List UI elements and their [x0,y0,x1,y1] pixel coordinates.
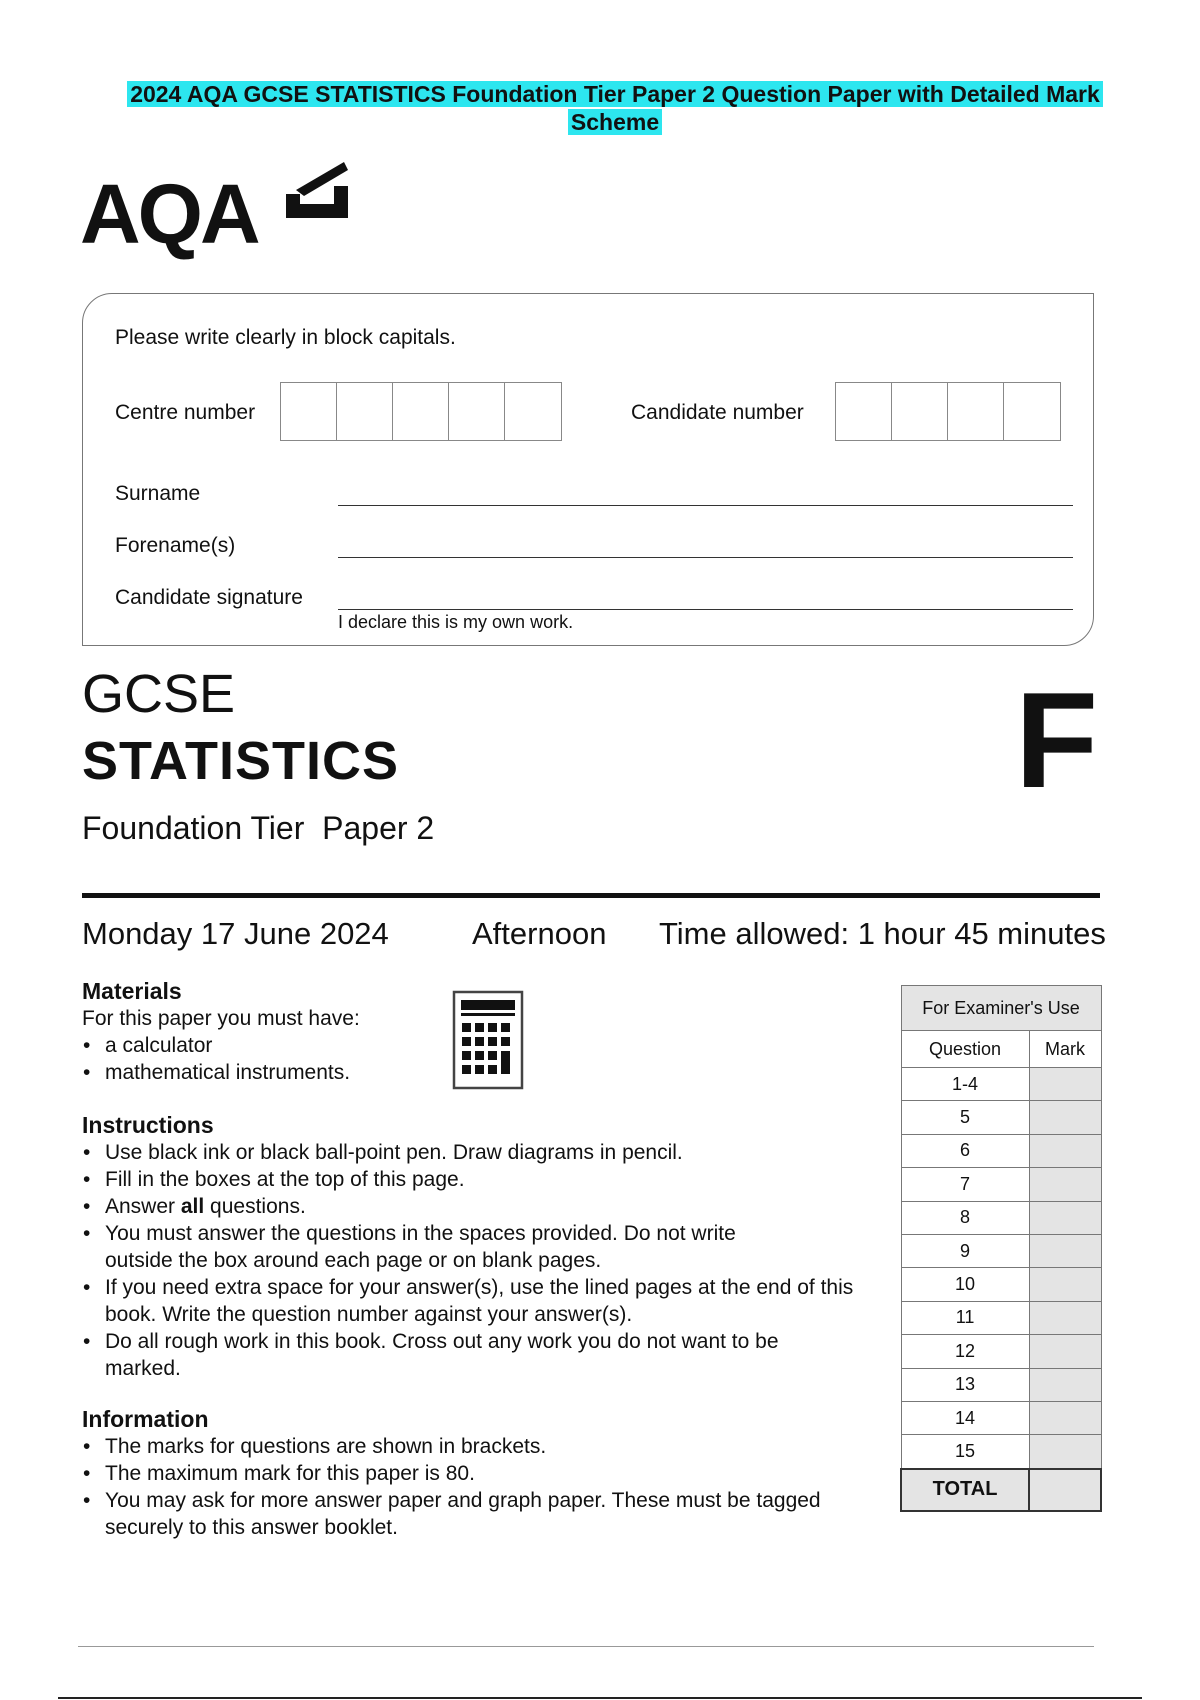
candidate-number-label: Candidate number [631,401,804,424]
examiner-row [901,1401,1101,1434]
centre-number-boxes[interactable] [280,382,562,441]
materials-item: • mathematical instruments. [82,1059,482,1086]
exam-session: Afternoon [472,916,607,951]
qualification-title: GCSE [82,664,236,724]
examiner-row [901,1368,1101,1401]
instruction-item: • Fill in the boxes at the top of this page. [82,1166,872,1193]
mark-cell [1029,1168,1101,1201]
total-label: TOTAL [901,1469,1029,1511]
subject-title: STATISTICS [82,731,399,791]
question-number-cell: 10 [901,1268,1029,1301]
centre-digit-box[interactable] [393,383,449,440]
forenames-field[interactable] [338,557,1073,558]
question-number-cell: 14 [901,1401,1029,1434]
question-number-cell: 6 [901,1134,1029,1167]
examiner-row [901,1335,1101,1368]
instruction-item: • Answer all questions. [82,1193,872,1220]
instruction-item: • Do all rough work in this book. Cross out any work you do not want to be marked. [82,1328,795,1382]
logo-text: AQA [80,167,258,261]
mark-cell [1029,1234,1101,1267]
mark-cell [1029,1134,1101,1167]
question-number-cell: 13 [901,1368,1029,1401]
examiner-row [901,1168,1101,1201]
mark-cell [1029,1335,1101,1368]
exam-date: Monday 17 June 2024 [82,916,389,951]
aqa-logo [80,158,350,261]
materials-heading: Materials [82,978,182,1004]
instruction-item: • If you need extra space for your answer(s), use the lined pages at the end of this book. Write the question number against your answer(s). [82,1274,872,1328]
materials-item: • a calculator [82,1032,482,1059]
divider-rule [82,893,1100,898]
instructions-section [82,1112,872,1382]
surname-label: Surname [115,482,201,505]
mark-cell [1029,1301,1101,1334]
examiner-row [901,1301,1101,1334]
examiners-use-title: For Examiner's Use [901,986,1101,1031]
information-section [82,1406,822,1541]
candidate-number-boxes[interactable] [835,382,1061,441]
footer-rule [78,1646,1094,1647]
centre-digit-box[interactable] [281,383,337,440]
candidate-digit-box[interactable] [836,383,892,440]
total-mark-cell [1029,1469,1101,1511]
mark-cell [1029,1268,1101,1301]
block-capitals-instruction: Please write clearly in block capitals. [115,326,456,349]
mark-cell [1029,1101,1101,1134]
question-number-cell: 9 [901,1234,1029,1267]
centre-digit-box[interactable] [449,383,505,440]
signature-label: Candidate signature [115,586,303,609]
centre-digit-box[interactable] [505,383,561,440]
document-title: 2024 AQA GCSE STATISTICS Foundation Tier Paper 2 Question Paper with Detailed Mark Scheme [90,80,1140,136]
candidate-digit-box[interactable] [1004,383,1060,440]
mark-column-header: Mark [1029,1031,1101,1068]
forenames-label: Forename(s) [115,534,236,557]
candidate-digit-box[interactable] [948,383,1004,440]
examiner-row [901,1435,1101,1469]
page-bottom-rule [58,1697,1142,1699]
instruction-item: • Use black ink or black ball-point pen. Draw diagrams in pencil. [82,1139,872,1166]
question-number-cell: 12 [901,1335,1029,1368]
tier-letter: F [1015,664,1099,816]
instruction-item: • You must answer the questions in the spaces provided. Do not write outside the box around each page or on blank pages. [82,1220,795,1274]
examiner-row [901,1268,1101,1301]
examiner-row [901,1201,1101,1234]
materials-intro: For this paper you must have: [82,1007,360,1030]
centre-number-label: Centre number [115,401,256,424]
instructions-heading: Instructions [82,1112,214,1138]
mark-cell [1029,1401,1101,1434]
examiner-row [901,1234,1101,1267]
calculator-icon [452,990,524,1090]
question-number-cell: 7 [901,1168,1029,1201]
mark-cell [1029,1368,1101,1401]
examiner-row [901,1134,1101,1167]
surname-field[interactable] [338,505,1073,506]
centre-digit-box[interactable] [337,383,393,440]
examiners-use-table [900,985,1102,1512]
mark-cell [1029,1068,1101,1101]
information-heading: Information [82,1406,209,1432]
candidate-details-box [82,293,1094,646]
question-number-cell: 11 [901,1301,1029,1334]
information-item: • The maximum mark for this paper is 80. [82,1460,822,1487]
declaration-text: I declare this is my own work. [338,612,574,632]
question-column-header: Question [901,1031,1029,1068]
information-item: • The marks for questions are shown in brackets. [82,1433,822,1460]
examiner-row [901,1101,1101,1134]
question-number-cell: 8 [901,1201,1029,1234]
time-allowed: Time allowed: 1 hour 45 minutes [659,916,1106,951]
mark-cell [1029,1201,1101,1234]
aqa-tick-icon [282,160,352,222]
materials-section [82,978,482,1086]
signature-field[interactable] [338,609,1073,610]
mark-cell [1029,1435,1101,1469]
candidate-digit-box[interactable] [892,383,948,440]
tier-paper-title: Foundation Tier Paper 2 [82,810,435,846]
examiner-row [901,1068,1101,1101]
information-item: • You may ask for more answer paper and graph paper. These must be tagged securely to this answer booklet. [82,1487,825,1541]
question-number-cell: 5 [901,1101,1029,1134]
question-number-cell: 1-4 [901,1068,1029,1101]
question-number-cell: 15 [901,1435,1029,1469]
